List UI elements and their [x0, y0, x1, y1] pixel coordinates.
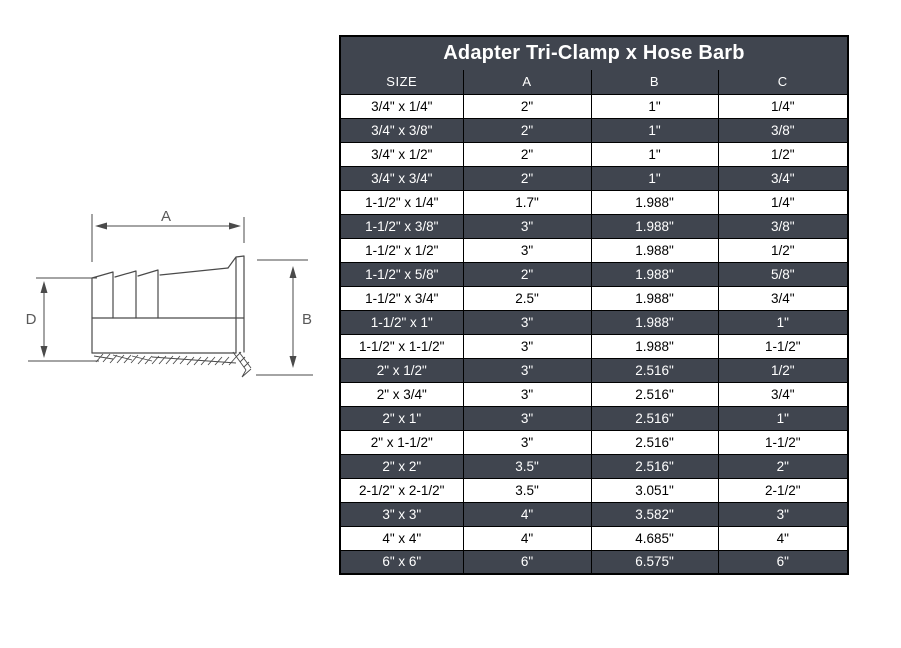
table-header-row — [340, 70, 848, 94]
cell-size: 2" x 1-1/2" — [340, 430, 463, 454]
cell-b: 3.582" — [591, 502, 718, 526]
table-row — [340, 430, 848, 454]
cell-a: 3.5" — [463, 454, 591, 478]
cell-a: 3" — [463, 406, 591, 430]
cell-c: 3/4" — [718, 166, 848, 190]
cell-c: 5/8" — [718, 262, 848, 286]
table-row — [340, 166, 848, 190]
col-header-a: A — [463, 70, 591, 94]
table-row — [340, 478, 848, 502]
cell-b: 2.516" — [591, 454, 718, 478]
cell-c: 3/8" — [718, 118, 848, 142]
table-row — [340, 118, 848, 142]
cell-size: 1-1/2" x 1/4" — [340, 190, 463, 214]
table-row — [340, 334, 848, 358]
tri-clamp-flange — [228, 256, 244, 353]
cell-b: 3.051" — [591, 478, 718, 502]
hose-barbs — [92, 270, 158, 318]
table-row — [340, 310, 848, 334]
table-row — [340, 358, 848, 382]
serration-hatching — [94, 352, 251, 377]
table-row — [340, 454, 848, 478]
cell-size: 6" x 6" — [340, 550, 463, 574]
cell-a: 3.5" — [463, 478, 591, 502]
cell-b: 1" — [591, 118, 718, 142]
cell-a: 3" — [463, 310, 591, 334]
cell-c: 3/4" — [718, 382, 848, 406]
cell-a: 2" — [463, 166, 591, 190]
cell-size: 3" x 3" — [340, 502, 463, 526]
cell-c: 1/2" — [718, 358, 848, 382]
cell-b: 1" — [591, 142, 718, 166]
cell-b: 2.516" — [591, 382, 718, 406]
dim-b-label: B — [302, 311, 313, 328]
table-row — [340, 214, 848, 238]
cell-b: 1.988" — [591, 286, 718, 310]
cell-a: 1.7" — [463, 190, 591, 214]
cell-size: 2" x 3/4" — [340, 382, 463, 406]
cell-a: 2" — [463, 94, 591, 118]
cell-c: 1/4" — [718, 94, 848, 118]
table-row — [340, 286, 848, 310]
cell-c: 6" — [718, 550, 848, 574]
cell-b: 1.988" — [591, 262, 718, 286]
col-header-c: C — [718, 70, 848, 94]
table-row — [340, 262, 848, 286]
table-title-row — [340, 36, 848, 70]
cell-a: 4" — [463, 526, 591, 550]
col-header-size: SIZE — [340, 70, 463, 94]
cell-b: 1.988" — [591, 238, 718, 262]
table-row — [340, 382, 848, 406]
cell-b: 2.516" — [591, 358, 718, 382]
flange-foot — [233, 352, 251, 377]
table-row — [340, 238, 848, 262]
spec-table-container — [339, 35, 847, 575]
spec-table — [339, 35, 849, 575]
table-row — [340, 190, 848, 214]
cell-size: 3/4" x 3/4" — [340, 166, 463, 190]
cell-size: 3/4" x 1/4" — [340, 94, 463, 118]
cell-c: 2-1/2" — [718, 478, 848, 502]
dim-d-arrowhead-bottom — [41, 346, 48, 358]
cell-a: 6" — [463, 550, 591, 574]
adapter-body-outline — [92, 256, 244, 353]
dim-a-arrowhead-left — [95, 223, 107, 230]
cell-c: 1/2" — [718, 238, 848, 262]
cell-size: 1-1/2" x 1-1/2" — [340, 334, 463, 358]
body-taper — [160, 268, 228, 275]
cell-a: 2" — [463, 142, 591, 166]
cell-a: 2" — [463, 262, 591, 286]
dim-d-arrowhead-top — [41, 281, 48, 293]
dim-b-arrowhead-bottom — [290, 356, 297, 368]
cell-a: 2" — [463, 118, 591, 142]
cell-c: 4" — [718, 526, 848, 550]
cell-c: 1/2" — [718, 142, 848, 166]
hatch-lines — [96, 354, 236, 365]
table-row — [340, 526, 848, 550]
cell-size: 1-1/2" x 1/2" — [340, 238, 463, 262]
cell-b: 1.988" — [591, 334, 718, 358]
cell-b: 6.575" — [591, 550, 718, 574]
cell-b: 1" — [591, 94, 718, 118]
cell-size: 2" x 1" — [340, 406, 463, 430]
cell-size: 2-1/2" x 2-1/2" — [340, 478, 463, 502]
dim-d-label: D — [25, 311, 37, 328]
cell-c: 3/4" — [718, 286, 848, 310]
table-title: Adapter Tri-Clamp x Hose Barb — [340, 36, 848, 70]
cell-b: 2.516" — [591, 430, 718, 454]
dim-b-arrowhead-top — [290, 266, 297, 278]
cell-c: 3/8" — [718, 214, 848, 238]
cell-size: 1-1/2" x 5/8" — [340, 262, 463, 286]
cell-b: 1.988" — [591, 310, 718, 334]
dim-a-label: A — [160, 208, 172, 225]
cell-a: 3" — [463, 334, 591, 358]
table-row — [340, 502, 848, 526]
cell-c: 3" — [718, 502, 848, 526]
cell-a: 3" — [463, 358, 591, 382]
cell-a: 3" — [463, 238, 591, 262]
cell-c: 1-1/2" — [718, 430, 848, 454]
cell-c: 1-1/2" — [718, 334, 848, 358]
cell-c: 1" — [718, 310, 848, 334]
cell-b: 2.516" — [591, 406, 718, 430]
cell-a: 3" — [463, 382, 591, 406]
cell-b: 1.988" — [591, 214, 718, 238]
spec-table-body — [340, 94, 848, 574]
table-row — [340, 94, 848, 118]
cell-a: 3" — [463, 214, 591, 238]
table-row — [340, 142, 848, 166]
cell-size: 3/4" x 1/2" — [340, 142, 463, 166]
cell-size: 2" x 2" — [340, 454, 463, 478]
cell-a: 3" — [463, 430, 591, 454]
dim-a-arrowhead-right — [229, 223, 241, 230]
cell-c: 1/4" — [718, 190, 848, 214]
cell-size: 3/4" x 3/8" — [340, 118, 463, 142]
cell-b: 1" — [591, 166, 718, 190]
cell-a: 2.5" — [463, 286, 591, 310]
cell-size: 4" x 4" — [340, 526, 463, 550]
cell-c: 1" — [718, 406, 848, 430]
fitting-drawing — [0, 0, 340, 648]
cell-a: 4" — [463, 502, 591, 526]
cell-size: 1-1/2" x 3/8" — [340, 214, 463, 238]
table-row — [340, 550, 848, 574]
table-row — [340, 406, 848, 430]
cell-c: 2" — [718, 454, 848, 478]
cell-size: 1-1/2" x 3/4" — [340, 286, 463, 310]
cell-b: 4.685" — [591, 526, 718, 550]
serration-edges — [94, 355, 236, 363]
cell-size: 2" x 1/2" — [340, 358, 463, 382]
dimension-d — [25, 278, 99, 361]
cell-b: 1.988" — [591, 190, 718, 214]
col-header-b: B — [591, 70, 718, 94]
cell-size: 1-1/2" x 1" — [340, 310, 463, 334]
